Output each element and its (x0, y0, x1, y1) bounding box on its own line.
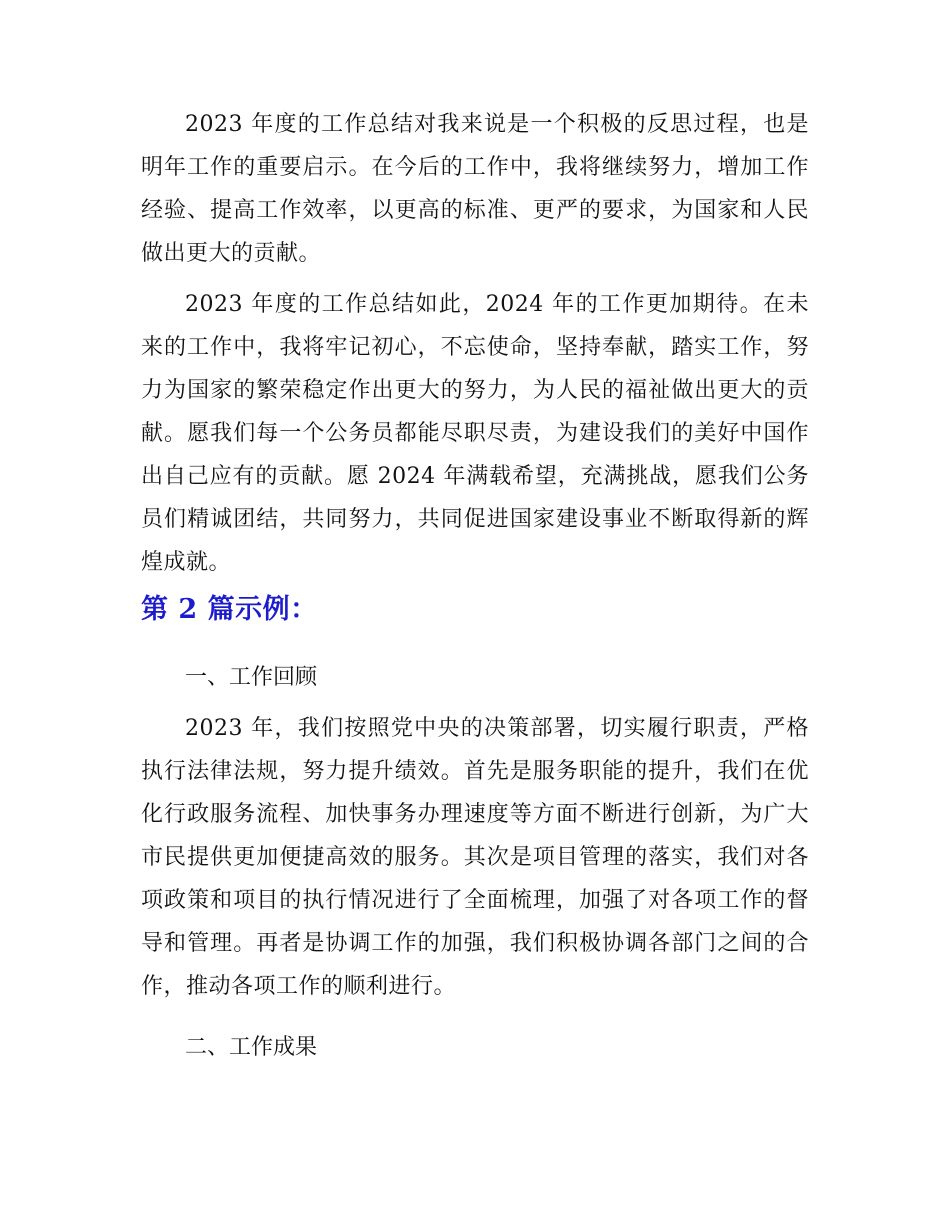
paragraph-summary-reflection: 2023 年度的工作总结对我来说是一个积极的反思过程，也是明年工作的重要启示。在今后的工作中，我将继续努力，增加工作经验、提高工作效率，以更高的标准、更严的要求，为国家和人民做出更大的贡献。 (141, 112, 809, 266)
paragraph-summary-outlook: 2023 年度的工作总结如此，2024 年的工作更加期待。在未来的工作中，我将牢记初心，不忘使命，坚持奉献，踏实工作，努力为国家的繁荣稳定作出更大的努力，为人民的福祉做出更大的贡献。愿我们每一个公务员都能尽职尽责，为建设我们的美好中国作出自己应有的贡献。愿 2024 年满载希望，充满挑战，愿我们公务员们精诚团结，共同努力，共同促进国家建设事业不断取得新的辉煌成就。 (141, 292, 809, 575)
section-heading: 第 2 篇示例： (141, 594, 318, 625)
document-page (141, 103, 809, 1069)
subheading-work-review: 一、工作回顾 (185, 665, 318, 690)
subheading-work-results: 二、工作成果 (185, 1035, 318, 1060)
paragraph-work-review: 2023 年，我们按照党中央的决策部署，切实履行职责，严格执行法律法规，努力提升绩效。首先是服务职能的提升，我们在优化行政服务流程、加快事务办理速度等方面不断进行创新，为广大市民提供更加便捷高效的服务。其次是项目管理的落实，我们对各项政策和项目的执行情况进行了全面梳理，加强了对各项工作的督导和管理。再者是协调工作的加强，我们积极协调各部门之间的合作，推动各项工作的顺利进行。 (141, 716, 809, 999)
